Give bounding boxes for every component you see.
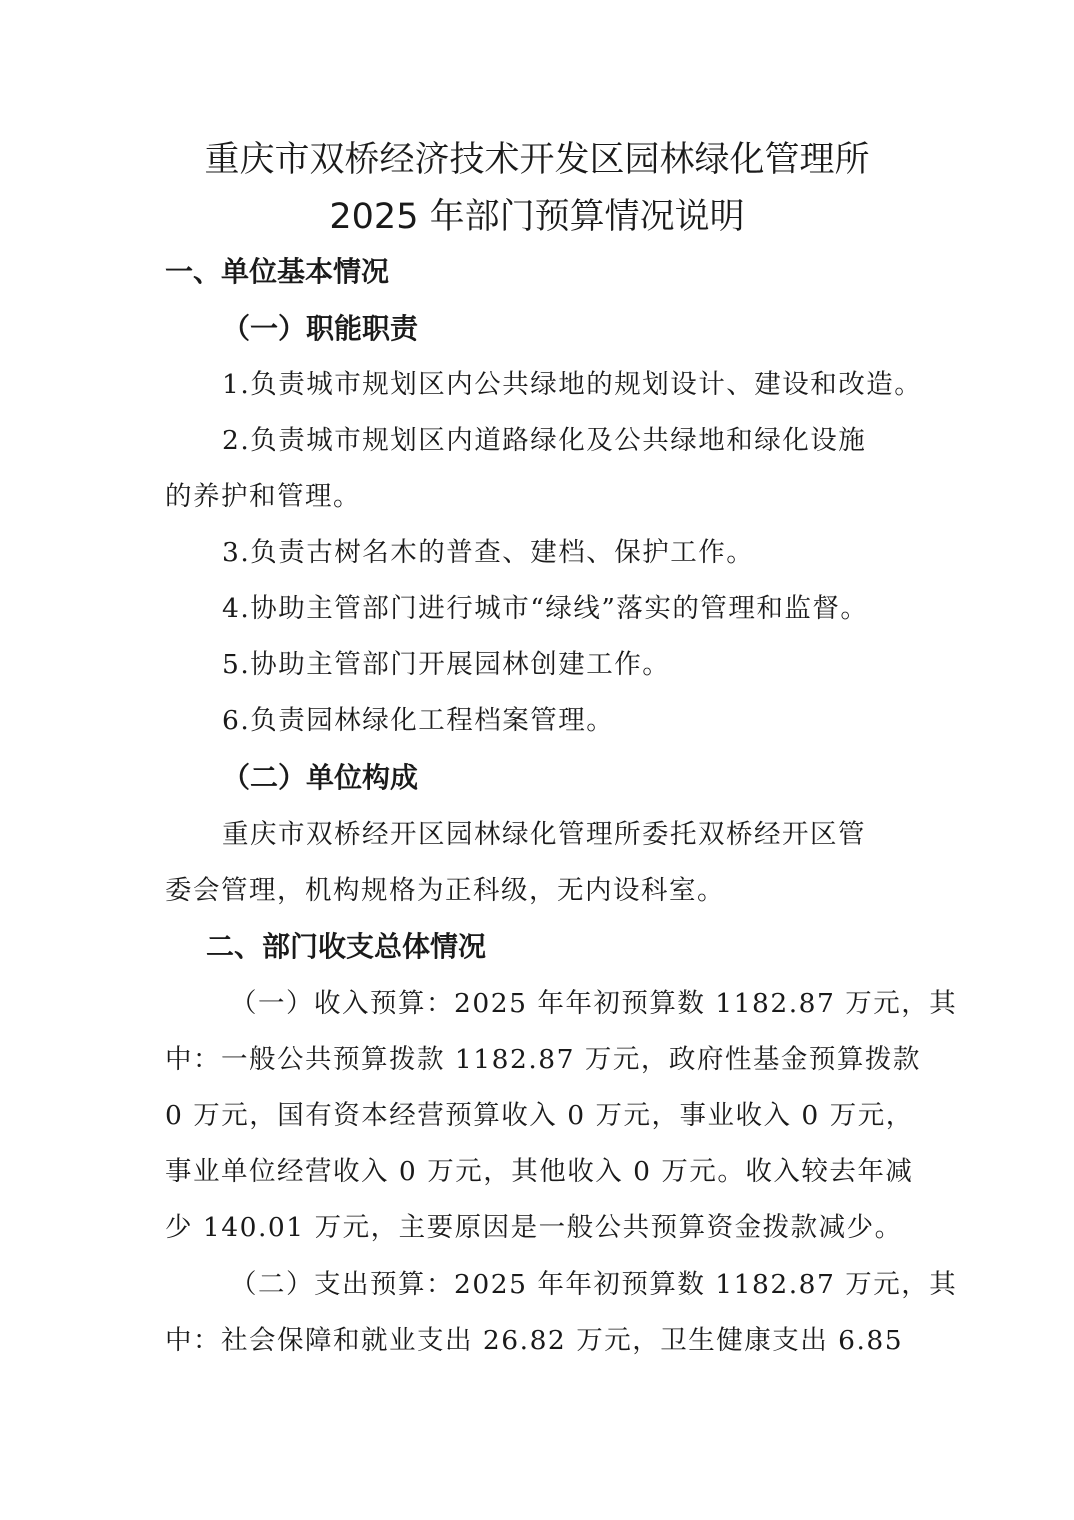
duty-item-1: 1.负责城市规划区内公共绿地的规划设计、建设和改造。 <box>222 369 923 400</box>
composition-paragraph-line-2: 委会管理，机构规格为正科级，无内设科室。 <box>165 875 725 906</box>
composition-paragraph-line-1: 重庆市双桥经开区园林绿化管理所委托双桥经开区管 <box>222 819 866 850</box>
section-1-heading: 一、单位基本情况 <box>165 255 390 288</box>
income-paragraph-line-3: 0 万元，国有资本经营预算收入 0 万元，事业收入 0 万元， <box>165 1100 914 1131</box>
duty-item-3: 3.负责古树名木的普查、建档、保护工作。 <box>222 537 755 568</box>
income-paragraph-line-2: 中：一般公共预算拨款 1182.87 万元，政府性基金预算拨款 <box>165 1044 921 1075</box>
subsection-duties-heading: （一）职能职责 <box>222 312 419 345</box>
income-paragraph-line-1: （一）收入预算：2025 年年初预算数 1182.87 万元，其 <box>230 988 958 1019</box>
duty-item-5: 5.协助主管部门开展园林创建工作。 <box>222 649 671 680</box>
document-title-line-1: 重庆市双桥经济技术开发区园林绿化管理所 <box>204 140 870 180</box>
subsection-composition-heading: （二）单位构成 <box>222 761 419 794</box>
document-title-line-2: 2025 年部门预算情况说明 <box>329 197 745 237</box>
income-paragraph-line-4: 事业单位经营收入 0 万元，其他收入 0 万元。收入较去年减 <box>165 1156 914 1187</box>
duty-item-4: 4.协助主管部门进行城市“绿线”落实的管理和监督。 <box>222 593 869 624</box>
duty-item-2-continued: 的养护和管理。 <box>165 481 361 512</box>
duty-item-2: 2.负责城市规划区内道路绿化及公共绿地和绿化设施 <box>222 425 867 456</box>
income-paragraph-line-5: 少 140.01 万元，主要原因是一般公共预算资金拨款减少。 <box>165 1212 903 1243</box>
duty-item-6: 6.负责园林绿化工程档案管理。 <box>222 705 615 736</box>
expense-paragraph-line-1: （二）支出预算：2025 年年初预算数 1182.87 万元，其 <box>230 1269 958 1300</box>
section-2-heading: 二、部门收支总体情况 <box>206 930 487 963</box>
expense-paragraph-line-2: 中：社会保障和就业支出 26.82 万元，卫生健康支出 6.85 <box>165 1325 904 1356</box>
